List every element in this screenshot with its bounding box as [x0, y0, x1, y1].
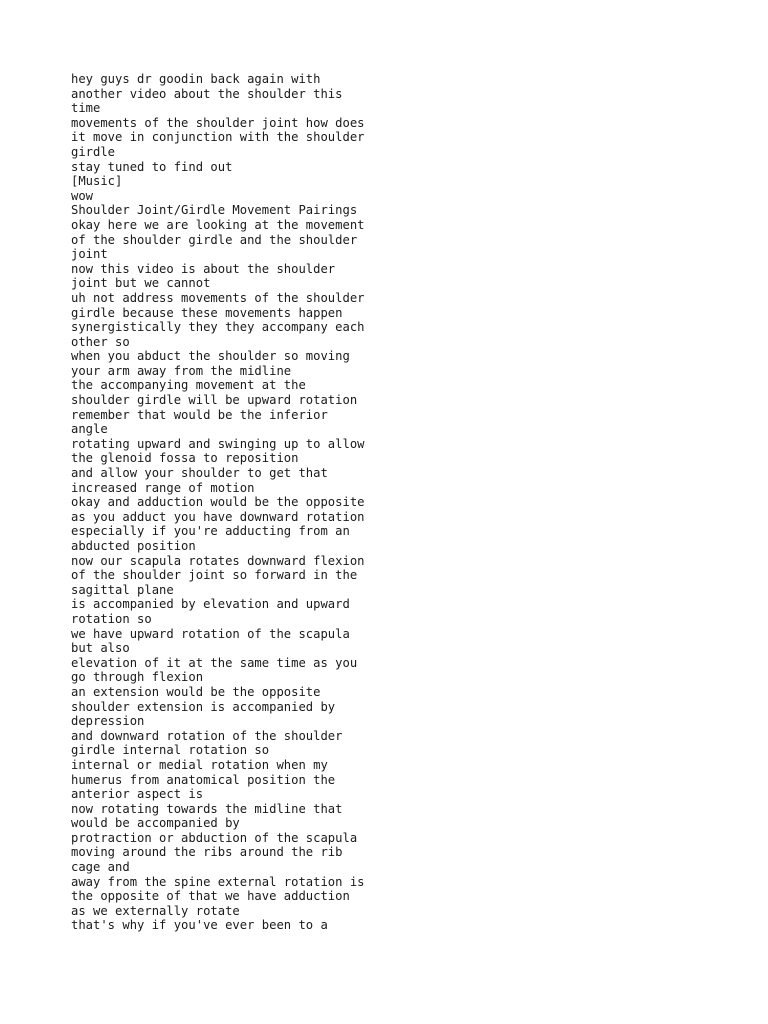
transcript-line: time: [71, 101, 101, 116]
transcript-line: girdle because these movements happen: [71, 305, 343, 320]
transcript-line: the accompanying movement at the: [71, 378, 306, 393]
transcript-line: now rotating towards the midline that: [71, 801, 343, 816]
transcript-line: the opposite of that we have adduction: [71, 889, 350, 904]
transcript-line: an extension would be the opposite: [71, 684, 321, 699]
transcript-line: joint: [71, 247, 108, 262]
transcript-line: protraction or abduction of the scapula: [71, 830, 358, 845]
transcript-line: is accompanied by elevation and upward: [71, 597, 350, 612]
transcript-line: abducted position: [71, 539, 196, 553]
transcript-line: rotation so: [71, 611, 152, 626]
transcript-line: when you abduct the shoulder so moving: [71, 349, 350, 364]
transcript-line: your arm away from the midline: [71, 363, 292, 378]
transcript-line: now our scapula rotates downward flexion: [71, 553, 365, 568]
transcript-line: and allow your shoulder to get that: [71, 466, 328, 481]
transcript-line: but also: [71, 641, 130, 656]
transcript-line: depression: [71, 714, 145, 729]
transcript-line: okay and adduction would be the opposite: [71, 495, 365, 510]
transcript-line: movements of the shoulder joint how does: [71, 115, 365, 130]
transcript-line: hey guys dr goodin back again with: [71, 72, 321, 86]
transcript-line: [Music]: [71, 174, 123, 189]
transcript-line: sagittal plane: [71, 582, 174, 597]
transcript-line: it move in conjunction with the shoulder: [71, 130, 365, 145]
transcript-line: go through flexion: [71, 670, 204, 685]
transcript-text: [71, 72, 711, 933]
transcript-line: another video about the shoulder this: [71, 86, 343, 101]
transcript-line: moving around the ribs around the rib: [71, 845, 343, 860]
transcript-line: stay tuned to find out: [71, 159, 233, 174]
transcript-line: especially if you're adducting from an: [71, 524, 350, 539]
transcript-line: the glenoid fossa to reposition: [71, 451, 299, 466]
transcript-line: that's why if you've ever been to a: [71, 918, 328, 933]
transcript-line: shoulder girdle will be upward rotation: [71, 393, 358, 408]
transcript-line: girdle: [71, 144, 116, 159]
transcript-line: wow: [71, 188, 94, 203]
transcript-line: Shoulder Joint/Girdle Movement Pairings: [71, 203, 358, 218]
transcript-line: okay here we are looking at the movement: [71, 217, 365, 232]
transcript-line: cage and: [71, 860, 130, 875]
transcript-line: angle: [71, 422, 108, 437]
transcript-line: other so: [71, 334, 130, 349]
transcript-line: remember that would be the inferior: [71, 407, 328, 422]
transcript-line: uh not address movements of the shoulder: [71, 290, 365, 305]
transcript-line: joint but we cannot: [71, 276, 211, 291]
transcript-line: now this video is about the shoulder: [71, 261, 336, 276]
transcript-line: rotating upward and swinging up to allow: [71, 436, 365, 451]
transcript-line: elevation of it at the same time as you: [71, 655, 358, 670]
transcript-line: we have upward rotation of the scapula: [71, 626, 350, 641]
transcript-line: internal or medial rotation when my: [71, 757, 328, 772]
transcript-line: would be accompanied by: [71, 816, 240, 831]
transcript-line: as we externally rotate: [71, 903, 240, 918]
transcript-line: increased range of motion: [71, 480, 255, 495]
transcript-line: of the shoulder girdle and the shoulder: [71, 232, 358, 247]
transcript-line: and downward rotation of the shoulder: [71, 728, 343, 743]
transcript-line: anterior aspect is: [71, 787, 204, 802]
transcript-line: shoulder extension is accompanied by: [71, 699, 336, 714]
transcript-line: girdle internal rotation so: [71, 743, 270, 758]
transcript-line: away from the spine external rotation is: [71, 874, 365, 889]
transcript-line: humerus from anatomical position the: [71, 772, 336, 787]
transcript-line: of the shoulder joint so forward in the: [71, 568, 358, 583]
transcript-line: synergistically they they accompany each: [71, 320, 365, 335]
transcript-line: as you adduct you have downward rotation: [71, 509, 365, 524]
